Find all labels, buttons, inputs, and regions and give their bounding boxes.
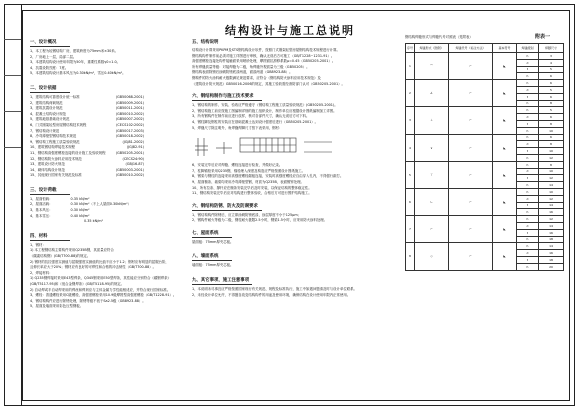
load-line: 2、屋面活载： 0.30 kN/m²（不上人屋面0.30kN/m²）: [30, 202, 132, 207]
text-line: 8、钢梁与钢柱的连接采用高强度螺栓端板连接，安装时高强度螺栓应自由穿入孔内，不得强行敲打。: [192, 174, 344, 179]
section-heading: 四、材料: [30, 233, 70, 241]
text-line: 3、螺栓：普通螺栓采用C级螺栓，高强度螺栓采用10.9级摩擦型高强度螺栓（GB/T1228-91）。: [30, 293, 177, 298]
weld-basic-symbol: ◣: [493, 243, 517, 270]
text-line: (GB/T5117-95)和《低合金钢焊条》(GB/T5118-95)的规定。: [30, 282, 125, 286]
section-design-basis: [30, 85, 180, 179]
code-line: 15、其他现行国家有关规范及标准 (GB50010-2002): [30, 173, 144, 178]
text-line: 2、未经设计单位允许，不得擅自改变结构构件的用途及使用环境，确保结构在设计使用年限内正常使用。: [192, 292, 351, 297]
text-line: 2、钢构件耐火等级为二级，钢柱耐火极限2.5小时，钢梁1.5小时，应采用防火涂料处理。: [192, 218, 328, 223]
text-line: 《建筑设计防火规范》GB50016-2006的规定，其施工验收需经消防部门认可（GB50205-2001）。: [192, 81, 345, 86]
binding-strip: [4, 4, 22, 406]
text-line: 且伸长率应大于20%；钢材应有良好的可焊性和合格的冲击韧性（GB/T700-88）。: [30, 265, 157, 270]
weld-basic-symbol: ◣: [493, 134, 517, 161]
text-line: 1、本工程为轻钢结构厂房，建筑跨度为75mm米×30米。: [30, 49, 119, 53]
weld-symbol-icon: ⌐: [449, 188, 493, 215]
text-line: 9、屋面檩条、墙梁均采用冷弯薄壁型钢，材质为Q235B，表面镀锌处理。: [192, 179, 304, 184]
weld-symbol-icon: ⌐: [449, 134, 493, 161]
section-design-overview: [30, 39, 180, 77]
table-header: 序号: [406, 44, 415, 53]
weld-basic-symbol: ◣: [493, 188, 517, 215]
page-title: 结构设计与施工总说明: [225, 24, 355, 37]
text-line: 1) 本工程钢结构主要构件采用Q235B钢，其质量应符合: [30, 248, 114, 253]
weld-table: 序号 焊缝形式（图例） 焊缝代号（标注方法） 基本符号 焊缝级别 焊脚尺寸 1 ⌒ ⌐ ◣ h 3 d 4 t 5 h 6 2 ∠ ⌐ ◣ h 6 d 5 t 6 h 8 3 ⊥ ⌐ ◣ h 5 d 6 t 8 h 10 4 ∨ ⌐ ◣ h 6 d 8 t 10 h 12 5 ⊤ ⌐ ◣ h 8 d 10 t 12 h 14 6 ∟ ⌐ ◣ h 10 d 12 t 14 h 16 7 ⌐ ⌐ ◣ h 12 d 14 t 16 h 18 8 ◇ ⌐ ◣ h 14 d 16 t 18 h 20: [405, 43, 563, 271]
text-line: 5、本建筑结构设计基本风压为0.30kN/m²，雪压0.40kN/m²。: [30, 71, 126, 76]
weld-basic-symbol: ◣: [493, 53, 517, 80]
code-line: 10、建筑钢结构焊接技术规程 (JGJ82-91): [30, 145, 144, 150]
section-corrosion-fire: [192, 203, 340, 224]
text-line: 所有焊缝质量等级：对接焊缝为二级，角焊缝外观质量为三级（GB50205）。: [192, 64, 310, 69]
code-line: 1、建筑结构可靠度设计统一标准 (GB50068-2001): [30, 94, 144, 99]
text-line: 6、安装完毕后应对焊缝、螺栓连接进行检查，并做好记录。: [192, 163, 283, 168]
text-line: 2) 自动焊或半自动焊采用的焊丝和焊剂应与主体金属力学性能相适应，并符合现行国家标准。: [30, 287, 171, 292]
table-row: 5 ⊤ ⌐ ◣ h 8: [406, 161, 564, 168]
section-heading: 八、墙面系统: [192, 253, 232, 261]
load-line: 4、基本雪压： 0.40 kN/m²: [30, 213, 90, 218]
section-heading: 七、屋面系统: [192, 230, 232, 238]
load-line: 0.35 kN/m²: [84, 219, 103, 224]
table-row: 7 ⌐ ⌐ ◣ h 12: [406, 216, 564, 223]
text-line: 钢结构表面除锈后涂刷防锈底漆两道，面漆两道（GB8923-88）。: [192, 70, 293, 75]
section-heading: 一、设计概况: [30, 39, 70, 47]
code-line: 9、钢结构工程施工质量验收规范 (JGJ81-2002): [30, 139, 144, 144]
table-row: 6 ∟ ⌐ ◣ h 10: [406, 188, 564, 195]
section-other-notes: [192, 277, 357, 298]
weld-symbol-icon: ⌐: [449, 161, 493, 188]
text-line: 屋面板：75mm厚夹芯板。: [192, 239, 234, 244]
table-caption: 钢结构焊缝形式与焊缝代号对照表（见附表）: [405, 35, 473, 39]
text-line: 10、所有拉条、撑杆应在檩条安装完毕后及时安装，以保证结构的整体稳定性。: [192, 185, 312, 190]
weld-sketch-icon: ⊤: [415, 161, 449, 188]
load-line: 1、屋面恒载： 0.35 kN/m²: [30, 196, 90, 201]
text-line: 2、厂房地上一层，局部二层。: [30, 54, 77, 59]
table-header: 焊缝代号（标注方法）: [449, 44, 493, 53]
table-row: 2 ∠ ⌐ ◣ h 6: [406, 80, 564, 87]
text-line: 1、钢结构构件除锈后，应立即涂刷防锈底漆，涂层厚度不小于125μm；: [192, 212, 302, 217]
middle-column: [192, 34, 357, 298]
table-row: 1 ⌒ ⌐ ◣ h 3: [406, 53, 564, 60]
table-header: 基本符号: [493, 44, 517, 53]
table-header: 焊缝形式（图例）: [415, 44, 449, 53]
weld-sketch-icon: ∨: [415, 134, 449, 161]
table-header: 焊缝级别: [517, 44, 539, 53]
load-line: 3、基本风压： 0.30 kN/m²: [30, 208, 90, 213]
text-line: 5、焊缝尺寸除注明外，角焊缝焊脚尺寸按下表采用，钢材：: [192, 125, 283, 130]
code-line: 3、建筑抗震设计规范 (GB50011-2001): [30, 106, 144, 111]
code-line: 2、建筑结构荷载规范 (GB50009-2001): [30, 100, 144, 105]
weld-sketch-icon: ⌐: [415, 216, 449, 243]
table-row: 4 ∨ ⌐ ◣ h 6: [406, 134, 564, 141]
section-structural-notes: [192, 39, 345, 87]
section-wall-system: [192, 253, 340, 269]
section-heading: 二、设计依据: [30, 85, 70, 93]
section-fabrication: [192, 93, 344, 197]
left-column: [30, 34, 180, 310]
code-line: 5、建筑地基基础设计规范 (GB50007-2002): [30, 117, 144, 122]
weld-symbol-icon: ⌐: [449, 53, 493, 80]
section-roof-system: [192, 230, 340, 246]
text-line: 《碳素结构钢》(GB/T700-88)的规定。: [30, 254, 91, 259]
text-line: 4、抗震设防烈度：7度。: [30, 65, 69, 70]
text-line: 11、钢结构安装完毕后应对结构进行整体验收，合格后方可进行围护结构施工。: [192, 191, 312, 196]
weld-basic-symbol: ◣: [493, 216, 517, 243]
text-line: 钢结构构件制作前必须对施工详图进行审核，确认无误后方可施工（GB/T1228~1231-91）。: [192, 53, 335, 58]
weld-sketch-icon: ⌒: [415, 53, 449, 80]
text-line: 1、钢材：: [30, 242, 46, 247]
weld-basic-symbol: ◣: [493, 161, 517, 188]
table-row: 8 ◇ ⌐ ◣ h 14: [406, 243, 564, 250]
weld-basic-symbol: ◣: [493, 107, 517, 134]
weld-symbol-icon: ⌐: [449, 216, 493, 243]
section-heading: 五、结构说明: [192, 40, 219, 45]
text-line: 高强度螺栓连接处构件接触面采用喷砂处理，摩擦面抗滑移系数μ=0.45（GB50205-2001）。: [192, 59, 336, 64]
weld-sketch-icon: ◇: [415, 243, 449, 270]
section-design-loads: [30, 187, 180, 225]
text-line: 7、柱脚锚栓采用Q235钢，锚栓埋入深度及构造应严格按照设计图纸施工。: [192, 168, 306, 173]
table-label: 附表一: [535, 34, 551, 40]
table-header-row: [406, 44, 564, 53]
code-line: 8、冷弯薄壁型钢结构技术规范 (GB50018-2002): [30, 134, 144, 139]
text-line: 钢构件的防火涂料耐火极限满足规范要求，应符合《钢结构防火涂料应用技术规范》及: [192, 75, 321, 80]
text-line: 结构设计计算采用PKPM及STS钢结构设计软件，按照门式刚架轻型房屋钢结构技术规程进行计算。: [192, 48, 340, 52]
weld-symbol-icon: ⌐: [449, 107, 493, 134]
section-heading: 六、钢结构防锈、防火及防腐要求: [192, 203, 262, 211]
weld-size-table-sketch: [192, 134, 340, 160]
text-line: 1、钢结构的制作、安装、验收应严格遵守《钢结构工程施工质量验收规范》(GB50205-2001)。: [192, 103, 338, 108]
text-line: 3、所有钢构件在制作前应进行放样，核对各部件尺寸，确认无误后方可下料。: [192, 114, 310, 119]
code-line: 14、砌体结构设计规范 (GB50003-2001): [30, 167, 144, 172]
weld-sketch-icon: ∠: [415, 80, 449, 107]
code-line: 11、钢结构高强度螺栓连接的设计施工及验收规程 (GB50205-2001): [30, 150, 144, 155]
weld-sketch-icon: ⊥: [415, 107, 449, 134]
section-heading: 九、其它事项、施工注意事项: [192, 277, 252, 285]
weld-symbol-icon: ⌐: [449, 80, 493, 107]
text-line: 3、本建筑结构设计使用年限为50年，重要性系数γ0=1.0。: [30, 60, 121, 65]
code-line: 13、建筑设计防火规范 (GBJ16-87): [30, 162, 144, 167]
code-line: 7、钢结构设计规范 (GB50017-2003): [30, 128, 144, 133]
text-line: 4、钢结构构件应进行除锈处理，除锈等级不低于Sa2.5级（GB8923-88）。: [30, 298, 146, 303]
section-heading: 六、钢结构制作与施工技术要求: [192, 93, 262, 101]
weld-sketch-icon: ∟: [415, 188, 449, 215]
table-row: 3 ⊥ ⌐ ◣ h 5: [406, 107, 564, 114]
code-line: 6、门式刚架轻型房屋钢结构技术规程 (CECS102:2002): [30, 122, 144, 127]
text-line: 2、钢结构施工前应按施工图编制详细的施工组织设计，制作单位应根据设计图纸编制加工详图。: [192, 108, 337, 113]
text-line: 1、本说明未尽事宜应严格按照国家现行有关规范、规程及标准执行，施工中如遇问题请及时与设计单位联系。: [192, 287, 357, 292]
section-materials: [30, 233, 180, 310]
code-line: 12、钢结构防火涂料应用技术规范 (CECS24:90): [30, 156, 144, 161]
weld-symbol-icon: ⌐: [449, 243, 493, 270]
table-header: 焊脚尺寸: [539, 44, 564, 53]
text-line: 5、屋面及墙面采用彩色压型钢板。: [30, 304, 84, 309]
text-line: 2) 钢材的抗拉强度实测值与屈服强度实测值的比值不应小于1.2；钢材应有明显的屈服台阶，: [30, 259, 169, 264]
text-line: 1) Q235钢焊接时采用E43型焊条，Q345钢采用E50型焊条，其性能应分别符合《碳钢焊条》: [30, 276, 171, 281]
text-line: 2、焊接材料：: [30, 270, 53, 275]
section-heading: 三、设计荷载: [30, 187, 70, 195]
weld-basic-symbol: ◣: [493, 80, 517, 107]
code-line: 4、混凝土结构设计规范 (GB50010-2002): [30, 111, 144, 116]
text-line: 4、钢柱脚及钢柱的安装应在基础混凝土达到设计强度后进行（GB50205-2001）。: [192, 119, 319, 124]
text-line: 墙面板：75mm厚夹芯板。: [192, 263, 234, 268]
